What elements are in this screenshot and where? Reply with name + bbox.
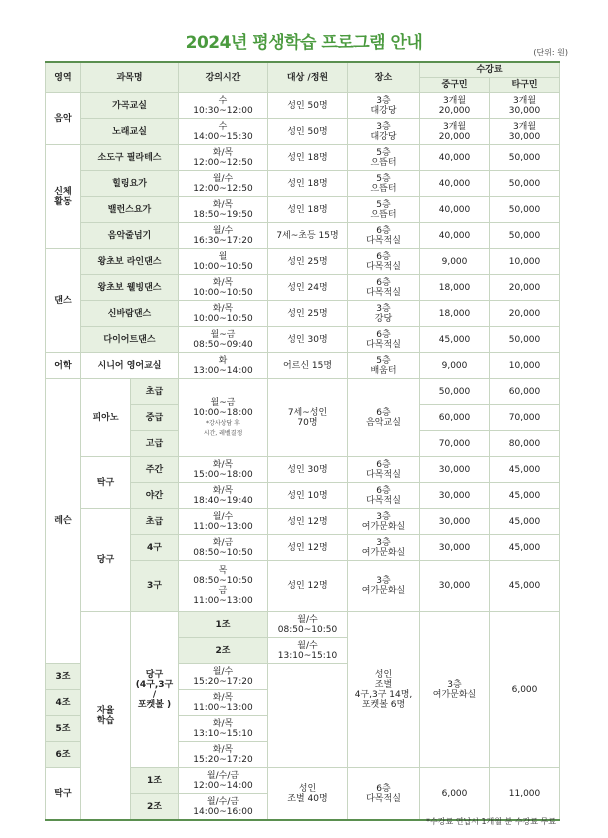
- course-name: 왕초보 웰빙댄스: [81, 275, 179, 301]
- location: 6층 다목적실: [348, 223, 420, 249]
- class-time: 화/목 11:00~13:00: [179, 690, 268, 716]
- class-time: 월/수/금 12:00~14:00: [179, 768, 268, 794]
- session-label: 6조: [46, 742, 81, 768]
- session-label: 3조: [46, 664, 81, 690]
- target-capacity: 성인 24명: [268, 275, 348, 301]
- course-name: 가곡교실: [81, 93, 179, 119]
- course-name: 밸런스요가: [81, 197, 179, 223]
- location: 3층 여가문화실: [420, 612, 490, 768]
- table-row: [46, 275, 560, 301]
- class-time: 월/수 13:10~15:10: [268, 638, 348, 664]
- fee-other: 80,000: [490, 431, 560, 457]
- class-time: 월/수/금 14:00~16:00: [179, 794, 268, 821]
- target-capacity: 성인 18명: [268, 171, 348, 197]
- fee-local: 6,000: [490, 612, 560, 768]
- session-label: 1조: [179, 612, 268, 638]
- class-time: 월/수 15:20~17:20: [179, 664, 268, 690]
- fee-local: 60,000: [420, 405, 490, 431]
- session-label: 5조: [46, 716, 81, 742]
- location: 5층 으뜸터: [348, 197, 420, 223]
- fee-other: 3개월 30,000: [490, 119, 560, 145]
- location: 3층 대강당: [348, 93, 420, 119]
- class-time: 화/목 15:20~17:20: [179, 742, 268, 768]
- session-label: 초급: [131, 509, 179, 535]
- class-time: 화/목 18:40~19:40: [179, 483, 268, 509]
- location: 3층 여가문화실: [348, 535, 420, 561]
- target-capacity: 7세~초등 15명: [268, 223, 348, 249]
- table-row: [46, 119, 560, 145]
- fee-local: 40,000: [420, 171, 490, 197]
- location: 6층 다목적실: [348, 457, 420, 483]
- fee-local: 40,000: [420, 145, 490, 171]
- fee-other: 10,000: [490, 353, 560, 379]
- class-time: 화/목 15:00~18:00: [179, 457, 268, 483]
- class-time: 화/목 10:00~10:50: [179, 275, 268, 301]
- fee-other: 45,000: [490, 457, 560, 483]
- target-capacity: 성인 30명: [268, 457, 348, 483]
- target-capacity: 성인 18명: [268, 197, 348, 223]
- target-capacity: 성인 25명: [268, 249, 348, 275]
- fee-local: 9,000: [420, 249, 490, 275]
- course-name: 힐링요가: [81, 171, 179, 197]
- footnote: *수강료 연납시 1개월 분 수강료 무료: [426, 817, 556, 826]
- location: 5층 으뜸터: [348, 171, 420, 197]
- category-free-study: 자율 학습: [81, 612, 131, 821]
- category-body: 신체 활동: [46, 145, 81, 249]
- category-dance: 댄스: [46, 249, 81, 353]
- fee-other: 50,000: [490, 171, 560, 197]
- fee-local: 50,000: [420, 379, 490, 405]
- session-label: 3구: [131, 561, 179, 612]
- fee-local: 30,000: [420, 535, 490, 561]
- target-capacity: 성인 10명: [268, 483, 348, 509]
- course-name: 신바람댄스: [81, 301, 179, 327]
- table-row: [46, 301, 560, 327]
- fee-other: 70,000: [490, 405, 560, 431]
- fee-other: 11,000: [490, 768, 560, 821]
- course-name-tabletennis: 탁구: [81, 457, 131, 509]
- class-time: 목 08:50~10:50 금 11:00~13:00: [179, 561, 268, 612]
- fee-other: 45,000: [490, 561, 560, 612]
- table-row: [46, 379, 560, 405]
- table-row: [46, 145, 560, 171]
- fee-local: 45,000: [420, 327, 490, 353]
- target-capacity: 7세~성인 70명: [268, 379, 348, 457]
- course-name: 왕초보 라인댄스: [81, 249, 179, 275]
- session-label: 1조: [131, 768, 179, 794]
- table-row: [46, 171, 560, 197]
- class-time: 수 14:00~15:30: [179, 119, 268, 145]
- location: 3층 여가문화실: [348, 561, 420, 612]
- location: 6층 다목적실: [348, 768, 420, 821]
- fee-other: 60,000: [490, 379, 560, 405]
- level-label: 초급: [131, 379, 179, 405]
- course-name: 소도구 필라테스: [81, 145, 179, 171]
- fee-other: 45,000: [490, 483, 560, 509]
- target-capacity: 성인 50명: [268, 119, 348, 145]
- target-capacity: 성인 조별 4구,3구 14명, 포켓볼 6명: [348, 612, 420, 768]
- location: 6층 다목적실: [348, 249, 420, 275]
- target-capacity: 성인 12명: [268, 561, 348, 612]
- session-label: 야간: [131, 483, 179, 509]
- fee-local: 40,000: [420, 197, 490, 223]
- fee-other: 45,000: [490, 509, 560, 535]
- fee-local: 30,000: [420, 457, 490, 483]
- session-label: 4조: [46, 690, 81, 716]
- class-time: 화/목 18:50~19:50: [179, 197, 268, 223]
- location: 6층 음악교실: [348, 379, 420, 457]
- table-row: [46, 249, 560, 275]
- target-capacity: 성인 25명: [268, 301, 348, 327]
- class-time: 월 10:00~10:50: [179, 249, 268, 275]
- class-time: 화/목 10:00~10:50: [179, 301, 268, 327]
- course-name: 노래교실: [81, 119, 179, 145]
- piano-note: *강사상담 후 시간, 레벨결정: [203, 419, 243, 437]
- target-capacity: 성인 12명: [268, 535, 348, 561]
- table-row: [46, 223, 560, 249]
- class-time: 화/목 12:00~12:50: [179, 145, 268, 171]
- fee-local: 40,000: [420, 223, 490, 249]
- header-fee-other: 타구민: [490, 78, 560, 93]
- class-time: 화/목 13:10~15:10: [179, 716, 268, 742]
- target-capacity: 성인 12명: [268, 509, 348, 535]
- location: 3층 대강당: [348, 119, 420, 145]
- course-name-billiards: 당구: [81, 509, 131, 612]
- course-name-free-billiards: 당구 (4구,3구 / 포켓볼 ): [131, 612, 179, 768]
- fee-other: 20,000: [490, 275, 560, 301]
- class-time: 월/수 12:00~12:50: [179, 171, 268, 197]
- header-fee-local: 중구민: [420, 78, 490, 93]
- table-row: [46, 509, 560, 535]
- target-capacity: 어르신 15명: [268, 353, 348, 379]
- fee-other: 50,000: [490, 223, 560, 249]
- class-time: 월/수 08:50~10:50: [268, 612, 348, 638]
- fee-local: 6,000: [420, 768, 490, 821]
- fee-other: 45,000: [490, 535, 560, 561]
- header-fee: 수강료: [420, 62, 560, 78]
- target-capacity: 성인 18명: [268, 145, 348, 171]
- page-title: 2024년 평생학습 프로그램 안내: [185, 33, 423, 53]
- fee-local: 9,000: [420, 353, 490, 379]
- unit-note: (단위: 원): [533, 48, 568, 57]
- course-name: 다이어트댄스: [81, 327, 179, 353]
- class-time: 월/수 11:00~13:00: [179, 509, 268, 535]
- session-label: 2조: [179, 638, 268, 664]
- course-name: 음악줄넘기: [81, 223, 179, 249]
- header-place: 장소: [348, 62, 420, 93]
- course-name-piano: 피아노: [81, 379, 131, 457]
- class-time: 월~금 10:00~18:00 *강사상담 후 시간, 레벨결정: [179, 379, 268, 457]
- location: 3층 강당: [348, 301, 420, 327]
- target-capacity: 성인 조별 40명: [268, 768, 348, 821]
- table-row: [46, 612, 560, 638]
- fee-local: 18,000: [420, 275, 490, 301]
- header-course: 과목명: [81, 62, 179, 93]
- session-label: 주간: [131, 457, 179, 483]
- fee-other: 50,000: [490, 327, 560, 353]
- header-time: 강의시간: [179, 62, 268, 93]
- fee-local: 30,000: [420, 483, 490, 509]
- level-label: 고급: [131, 431, 179, 457]
- table-row: [46, 457, 560, 483]
- header-area: 영역: [46, 62, 81, 93]
- table-row: [46, 197, 560, 223]
- fee-local: 30,000: [420, 561, 490, 612]
- class-time: 수 10:30~12:00: [179, 93, 268, 119]
- target-capacity: 성인 30명: [268, 327, 348, 353]
- location: 6층 다목적실: [348, 327, 420, 353]
- fee-local: 3개월 20,000: [420, 119, 490, 145]
- location: 3층 여가문화실: [348, 509, 420, 535]
- location: 5층 배움터: [348, 353, 420, 379]
- fee-local: 3개월 20,000: [420, 93, 490, 119]
- class-time: 화/금 08:50~10:50: [179, 535, 268, 561]
- program-table: [45, 61, 560, 821]
- course-name: 시니어 영어교실: [81, 353, 179, 379]
- class-time: 월~금 08:50~09:40: [179, 327, 268, 353]
- category-lesson: 레슨: [46, 379, 81, 664]
- location: 6층 다목적실: [348, 483, 420, 509]
- fee-local: 18,000: [420, 301, 490, 327]
- fee-other: 50,000: [490, 197, 560, 223]
- category-music: 음악: [46, 93, 81, 145]
- class-time: 월/수 16:30~17:20: [179, 223, 268, 249]
- location: 6층 다목적실: [348, 275, 420, 301]
- session-label: 4구: [131, 535, 179, 561]
- fee-other: 50,000: [490, 145, 560, 171]
- level-label: 중급: [131, 405, 179, 431]
- fee-other: 10,000: [490, 249, 560, 275]
- fee-other: 3개월 30,000: [490, 93, 560, 119]
- fee-other: 20,000: [490, 301, 560, 327]
- header-target: 대상 /정원: [268, 62, 348, 93]
- table-row: [46, 353, 560, 379]
- location: 5층 으뜸터: [348, 145, 420, 171]
- fee-local: 30,000: [420, 509, 490, 535]
- table-row: [46, 327, 560, 353]
- session-label: 2조: [131, 794, 179, 821]
- course-name-free-tabletennis: 탁구: [46, 768, 81, 821]
- category-language: 어학: [46, 353, 81, 379]
- fee-local: 70,000: [420, 431, 490, 457]
- class-time: 화 13:00~14:00: [179, 353, 268, 379]
- table-row: [46, 93, 560, 119]
- target-capacity: 성인 50명: [268, 93, 348, 119]
